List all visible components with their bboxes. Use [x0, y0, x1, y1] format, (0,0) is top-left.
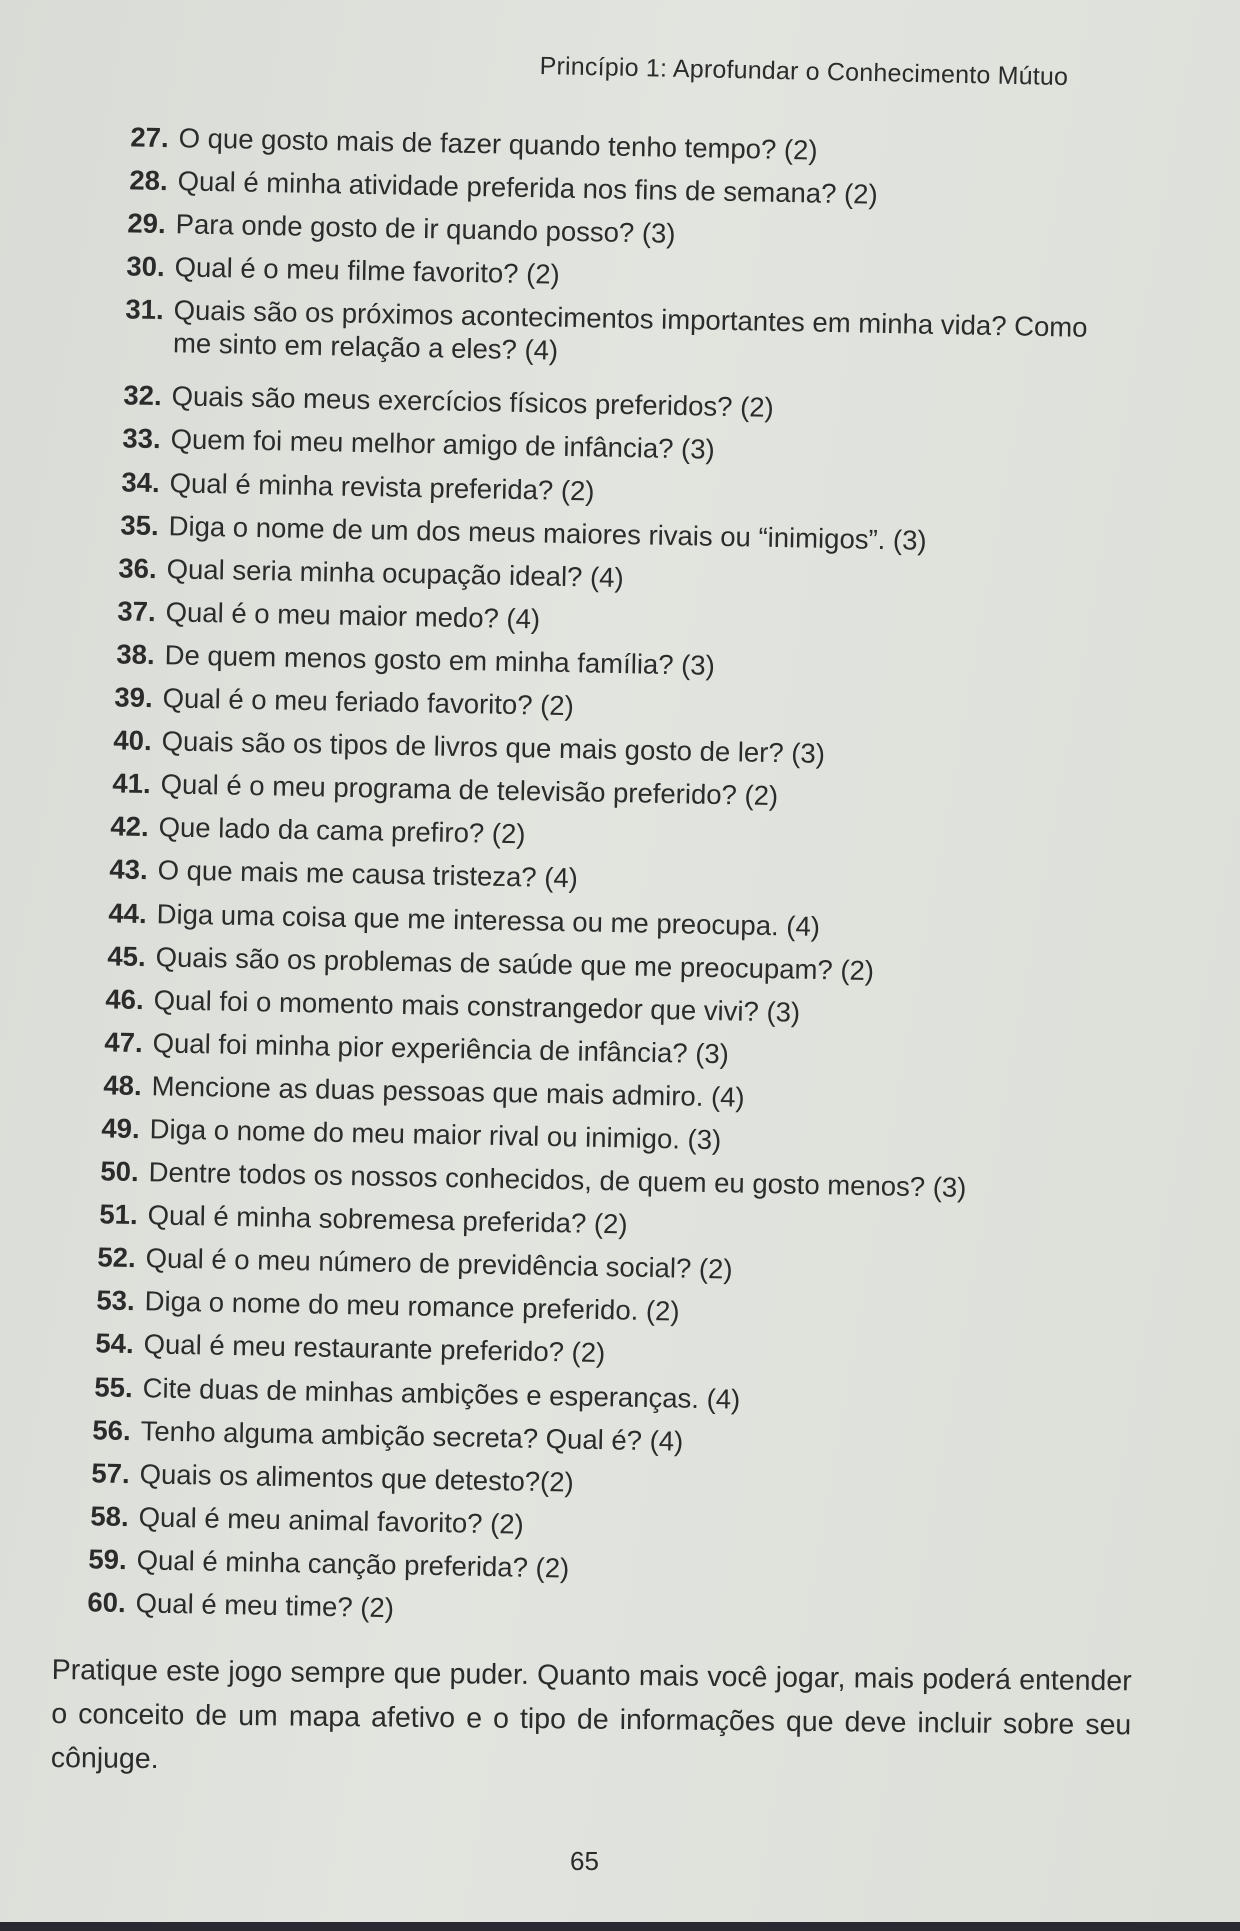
question-text: Diga o nome de um dos meus maiores rivais ou “inimigos”. (3) [168, 509, 927, 556]
question-number: 46. [105, 983, 144, 1015]
question-number: 53. [96, 1284, 135, 1317]
question-number: 50. [100, 1155, 139, 1188]
question-number: 35. [120, 509, 159, 541]
question-number: 45. [107, 939, 146, 972]
question-number: 40. [113, 724, 152, 757]
question-text: Qual é minha canção preferida? (2) [136, 1544, 570, 1584]
question-number: 43. [109, 853, 148, 886]
question-text: Tenho alguma ambição secreta? Qual é? (4) [140, 1414, 684, 1457]
question-number: 47. [104, 1026, 143, 1058]
question-number: 56. [92, 1413, 131, 1446]
running-header: Princípio 1: Aprofundar o Conhecimento Mútuo [539, 52, 1069, 92]
question-number: 33. [122, 422, 161, 455]
question-text: De quem menos gosto em minha família? (3) [164, 639, 716, 681]
question-number: 34. [121, 465, 160, 498]
question-text: Qual é o meu número de previdência social? (2) [145, 1242, 733, 1285]
question-text: Qual é o meu feriado favorito? (2) [162, 682, 575, 722]
question-number: 37. [117, 595, 156, 627]
question-text: Qual foi o momento mais constrangedor que vivi? (3) [153, 983, 801, 1028]
question-number: 28. [129, 164, 168, 197]
question-text: Quais são meus exercícios físicos preferidos? (2) [171, 380, 775, 424]
question-number: 27. [130, 121, 169, 154]
question-number: 57. [91, 1457, 130, 1489]
question-number: 36. [118, 552, 157, 584]
question-text: Qual é o meu filme favorito? (2) [174, 251, 561, 290]
question-text: O que mais me causa tristeza? (4) [157, 854, 579, 894]
question-number: 55. [94, 1370, 133, 1403]
question-list [87, 120, 1122, 1628]
question-text: Qual foi minha pior experiência de infância? (3) [152, 1027, 730, 1070]
question-text: Quem foi meu melhor amigo de infância? (3) [170, 423, 716, 466]
question-number: 31. [125, 293, 164, 326]
question-text: Para onde gosto de ir quando posso? (3) [175, 208, 676, 250]
question-number: 59. [88, 1543, 127, 1575]
question-text: Qual é minha sobremesa preferida? (2) [147, 1199, 628, 1240]
question-number: 52. [97, 1241, 136, 1274]
question-text: Qual é o meu maior medo? (4) [165, 596, 541, 635]
question-text: Cite duas de minhas ambições e esperanças. (4) [142, 1371, 741, 1415]
question-text: Qual é meu restaurante preferido? (2) [143, 1328, 606, 1369]
question-number: 44. [108, 896, 147, 929]
question-number: 29. [127, 207, 166, 240]
question-number: 32. [123, 379, 162, 412]
question-text: Qual é o meu programa de televisão preferido? (2) [160, 768, 779, 812]
question-number: 39. [114, 681, 153, 714]
question-text: Dentre todos os nossos conhecidos, de quem eu gosto menos? (3) [148, 1156, 967, 1204]
question-text: Qual seria minha ocupação ideal? (4) [166, 553, 624, 593]
question-text: Qual é minha atividade preferida nos fins de semana? (2) [177, 165, 878, 210]
question-number: 51. [99, 1198, 138, 1231]
question-number: 60. [87, 1586, 126, 1619]
question-text: Diga uma coisa que me interessa ou me preocupa. (4) [156, 897, 821, 942]
question-text: Que lado da cama prefiro? (2) [158, 811, 526, 850]
question-text: Qual é meu animal favorito? (2) [138, 1501, 525, 1540]
question-text: Diga o nome do meu romance preferido. (2) [144, 1285, 680, 1327]
question-text: Quais são os problemas de saúde que me preocupam? (2) [155, 940, 875, 986]
question-text: Quais são os próximos acontecimentos importantes em minha vida? Como me sinto em relação a eles? (4) [172, 294, 1088, 367]
question-number: 38. [116, 638, 155, 671]
question-text: Mencione as duas pessoas que mais admiro. (4) [151, 1070, 745, 1113]
question-text: Diga o nome do meu maior rival ou inimigo. (3) [149, 1113, 722, 1156]
question-number: 42. [110, 810, 149, 843]
question-number: 54. [95, 1327, 134, 1360]
question-text: Quais são os tipos de livros que mais gosto de ler? (3) [161, 725, 826, 770]
question-number: 48. [103, 1069, 142, 1101]
closing-paragraph: Pratique este jogo sempre que puder. Quanto mais você jogar, mais poderá entender o conceito de um mapa afetivo e o tipo de informações que deve incluir sobre seu cônjuge. [50, 1653, 1132, 1776]
question-number: 30. [126, 250, 165, 283]
question-number: 58. [90, 1500, 129, 1532]
question-text: Qual é minha revista preferida? (2) [169, 466, 595, 507]
question-text: Qual é meu time? (2) [135, 1587, 395, 1624]
question-number: 49. [101, 1112, 140, 1145]
question-text: O que gosto mais de fazer quando tenho tempo? (2) [178, 122, 818, 166]
page-number: 65 [570, 1846, 599, 1876]
question-text: Quais os alimentos que detesto?(2) [139, 1458, 575, 1498]
question-number: 41. [112, 767, 151, 800]
